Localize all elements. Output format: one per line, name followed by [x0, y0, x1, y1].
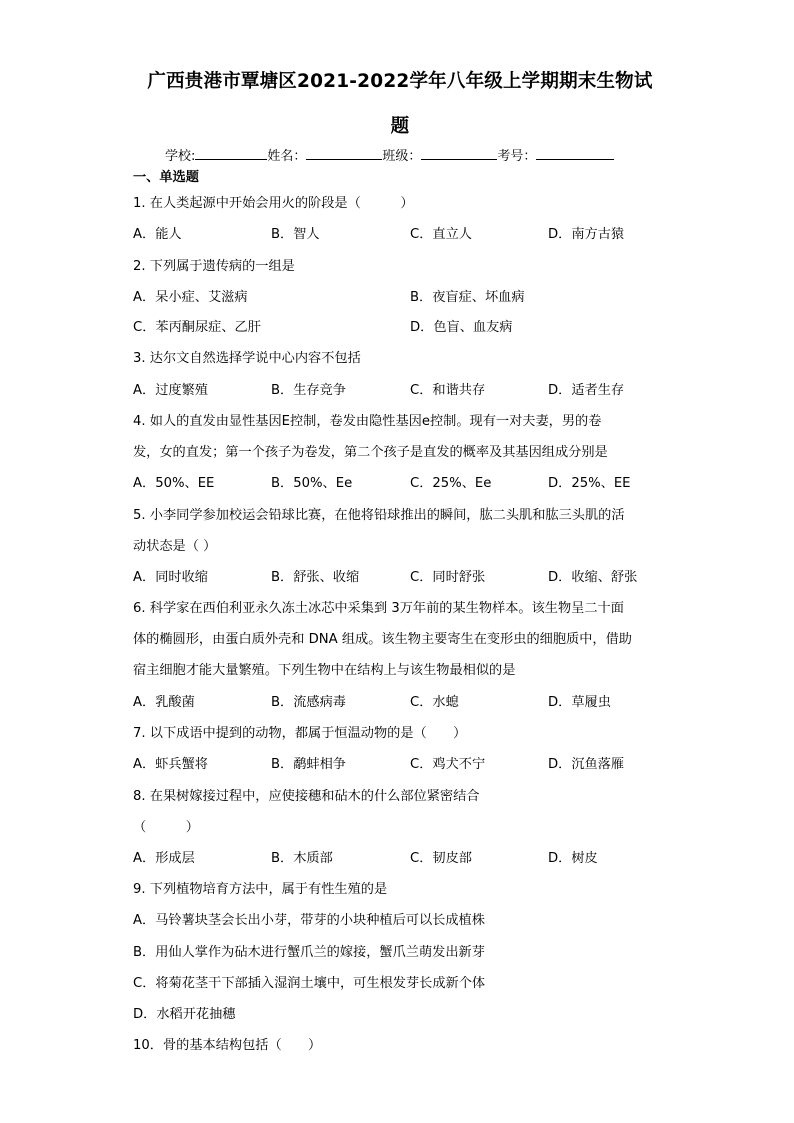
- option-c[interactable]: C．鸡犬不宁: [410, 757, 486, 772]
- option-c[interactable]: C．将菊花茎干下部插入湿润土壤中，可生根发芽长成新个体: [133, 976, 486, 991]
- question-stem: 2. 下列属于遗传病的一组是: [133, 259, 295, 274]
- class-label: 班级：: [382, 149, 422, 164]
- option-a[interactable]: A．呆小症、艾滋病: [133, 290, 248, 305]
- option-d[interactable]: D．25%、EE: [548, 476, 631, 491]
- option-b[interactable]: B．智人: [271, 227, 320, 242]
- section-heading: 一、单选题: [133, 170, 199, 185]
- option-a[interactable]: A．50%、EE: [133, 476, 215, 491]
- question-stem-line: 8. 在果树嫁接过程中，应使接穗和砧木的什么部位紧密结合: [133, 789, 480, 804]
- class-blank[interactable]: [421, 147, 497, 160]
- exam-number-label: 考号：: [497, 149, 537, 164]
- school-blank[interactable]: [195, 147, 267, 160]
- option-b[interactable]: B．鹬蚌相争: [271, 757, 346, 772]
- option-b[interactable]: B．舒张、收缩: [271, 570, 360, 585]
- option-d[interactable]: D．沉鱼落雁: [548, 757, 625, 772]
- option-b[interactable]: B．50%、Ee: [271, 476, 353, 491]
- option-a[interactable]: A．能人: [133, 227, 182, 242]
- option-a[interactable]: A．乳酸菌: [133, 695, 195, 710]
- option-c[interactable]: C．25%、Ee: [410, 476, 492, 491]
- option-d[interactable]: D．草履虫: [548, 695, 611, 710]
- option-d[interactable]: D．适者生存: [548, 383, 625, 398]
- question-stem-line: 体的椭圆形，由蛋白质外壳和 DNA 组成。该生物主要寄生在变形虫的细胞质中，借助: [133, 632, 632, 647]
- option-b[interactable]: B．木质部: [271, 851, 333, 866]
- question-stem-line: （ ）: [133, 820, 199, 835]
- question-stem-line: 4. 如人的直发由显性基因E控制，卷发由隐性基因e控制。现有一对夫妻，男的卷: [133, 414, 602, 429]
- option-d[interactable]: D．色盲、血友病: [410, 320, 513, 335]
- option-b[interactable]: B．生存竞争: [271, 383, 346, 398]
- option-d[interactable]: D．南方古猿: [548, 227, 625, 242]
- option-d[interactable]: D．树皮: [548, 851, 598, 866]
- option-c[interactable]: C．直立人: [410, 227, 472, 242]
- question-stem: 3. 达尔文自然选择学说中心内容不包括: [133, 351, 361, 366]
- exam-title-line2: 题: [390, 116, 410, 137]
- question-stem-line: 宿主细胞才能大量繁殖。下列生物中在结构上与该生物最相似的是: [133, 663, 516, 678]
- option-b[interactable]: B．夜盲症、坏血病: [410, 290, 525, 305]
- option-c[interactable]: C．同时舒张: [410, 570, 486, 585]
- option-a[interactable]: A．过度繁殖: [133, 383, 208, 398]
- question-stem: 1. 在人类起源中开始会用火的阶段是（ ）: [133, 196, 414, 211]
- option-d[interactable]: D．收缩、舒张: [548, 570, 638, 585]
- option-b[interactable]: B．用仙人掌作为砧木进行蟹爪兰的嫁接，蟹爪兰萌发出新芽: [133, 945, 485, 960]
- option-d[interactable]: D．水稻开花抽穗: [133, 1007, 236, 1022]
- option-c[interactable]: C．苯丙酮尿症、乙肝: [133, 320, 261, 335]
- name-blank[interactable]: [306, 147, 382, 160]
- question-stem-line: 发，女的直发；第一个孩子为卷发，第二个孩子是直发的概率及其基因组成分别是: [133, 445, 608, 460]
- option-c[interactable]: C．和谐共存: [410, 383, 486, 398]
- name-label: 姓名：: [267, 149, 307, 164]
- question-stem-line: 5. 小李同学参加校运会铅球比赛，在他将铅球推出的瞬间，肱二头肌和肱三头肌的活: [133, 508, 625, 523]
- question-stem: 9. 下列植物培育方法中，属于有性生殖的是: [133, 882, 388, 897]
- student-info-row: [165, 145, 614, 164]
- question-stem: 10．骨的基本结构包括（ ）: [133, 1038, 322, 1053]
- option-b[interactable]: B．流感病毒: [271, 695, 346, 710]
- exam-title-line1: 广西贵港市覃塘区2021-2022学年八年级上学期期末生物试: [147, 71, 653, 92]
- option-a[interactable]: A．马铃薯块茎会长出小芽，带芽的小块种植后可以长成植株: [133, 913, 485, 928]
- exam-number-blank[interactable]: [536, 147, 614, 160]
- option-c[interactable]: C．水螅: [410, 695, 459, 710]
- option-a[interactable]: A．虾兵蟹将: [133, 757, 208, 772]
- option-c[interactable]: C．韧皮部: [410, 851, 472, 866]
- school-label: 学校:: [165, 149, 196, 164]
- question-stem-line: 6. 科学家在西伯利亚永久冻土冰芯中采集到 3万年前的某生物样本。该生物呈二十面: [133, 601, 624, 616]
- option-a[interactable]: A．同时收缩: [133, 570, 208, 585]
- option-a[interactable]: A．形成层: [133, 851, 195, 866]
- question-stem: 7. 以下成语中提到的动物，都属于恒温动物的是（ ）: [133, 726, 467, 741]
- question-stem-line: 动状态是（ ）: [133, 539, 217, 554]
